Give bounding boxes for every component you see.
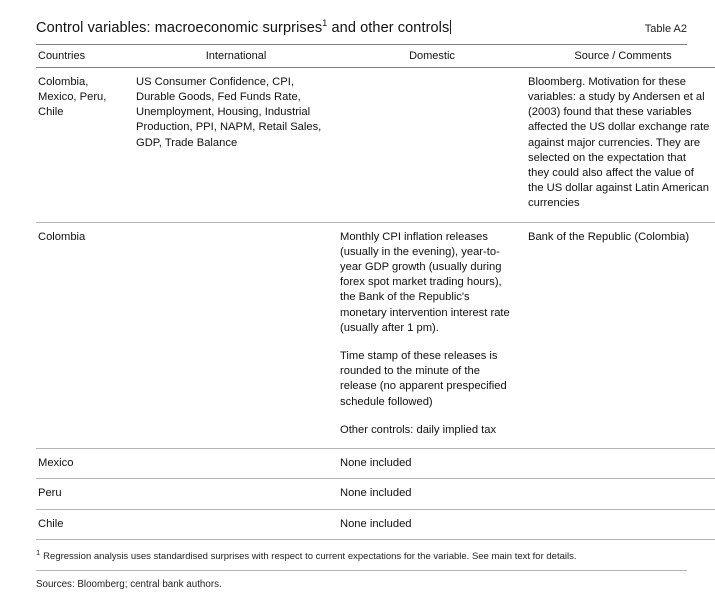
table-header bbox=[36, 45, 715, 68]
table-body bbox=[36, 67, 715, 539]
control-variables-table bbox=[36, 45, 715, 540]
page-title-text-continued: and other controls bbox=[327, 19, 450, 36]
cell-international bbox=[134, 449, 338, 479]
cell-domestic bbox=[338, 67, 526, 222]
table-row bbox=[36, 479, 715, 509]
cell-international bbox=[134, 222, 338, 448]
table-title-row bbox=[36, 18, 687, 45]
sources-line: Sources: Bloomberg; central bank authors. bbox=[36, 578, 222, 590]
cell-source: Bloomberg. Motivation for these variables: a study by Andersen et al (2003) found that these variables affected the US dollar exchange rate against major currencies. They are selected on the expectation that they could also affect the value of the US dollar against Latin American currencies bbox=[526, 67, 715, 222]
footnote-marker: 1 bbox=[36, 547, 41, 557]
cell-countries: Colombia bbox=[36, 222, 134, 448]
cell-source: Bank of the Republic (Colombia) bbox=[526, 222, 715, 448]
column-header-domestic: Domestic bbox=[338, 45, 526, 68]
table-number-label: Table A2 bbox=[644, 22, 687, 35]
cell-countries: Mexico bbox=[36, 449, 134, 479]
domestic-paragraph-2: Time stamp of these releases is rounded to the minute of the release (no apparent prespecified schedule followed) bbox=[340, 350, 507, 408]
page-title-text: Control variables: macroeconomic surprises bbox=[36, 19, 323, 36]
domestic-paragraph-3: Other controls: daily implied tax bbox=[340, 423, 497, 436]
cell-international bbox=[134, 479, 338, 509]
table-row bbox=[36, 222, 715, 448]
table-row bbox=[36, 509, 715, 539]
column-header-international: International bbox=[134, 45, 338, 68]
cell-countries: Colombia, Mexico, Peru, Chile bbox=[36, 67, 134, 222]
cell-countries: Chile bbox=[36, 509, 134, 539]
footnote-1-text: Regression analysis uses standardised surprises with respect to current expectations for the variable. See main text for details. bbox=[43, 550, 577, 562]
cell-domestic: None included bbox=[338, 479, 526, 509]
cell-countries: Peru bbox=[36, 479, 134, 509]
page-title bbox=[36, 18, 451, 36]
cell-source bbox=[526, 479, 715, 509]
cell-domestic: None included bbox=[338, 449, 526, 479]
title-footnote-marker: 1 bbox=[322, 18, 328, 28]
table-row bbox=[36, 449, 715, 479]
cell-international: US Consumer Confidence, CPI, Durable Goods, Fed Funds Rate, Unemployment, Housing, Industrial Production, PPI, NAPM, Retail Sales, GDP, Trade Balance bbox=[134, 67, 338, 222]
table-row bbox=[36, 67, 715, 222]
cell-source bbox=[526, 509, 715, 539]
cell-domestic bbox=[338, 222, 526, 448]
table-header-row bbox=[36, 45, 715, 68]
text-cursor bbox=[450, 20, 451, 34]
column-header-countries: Countries bbox=[36, 45, 134, 68]
footnote-1 bbox=[36, 546, 687, 571]
footnotes-block bbox=[36, 546, 687, 592]
cell-domestic: None included bbox=[338, 509, 526, 539]
domestic-paragraph-1: Monthly CPI inflation releases (usually in the evening), year-to-year GDP growth (usually during forex spot market trading hours), the Bank of the Republic's monetary intervention interest rate (usually after 1 pm). bbox=[340, 230, 510, 334]
column-header-source: Source / Comments bbox=[526, 45, 715, 68]
cell-international bbox=[134, 509, 338, 539]
cell-source bbox=[526, 449, 715, 479]
